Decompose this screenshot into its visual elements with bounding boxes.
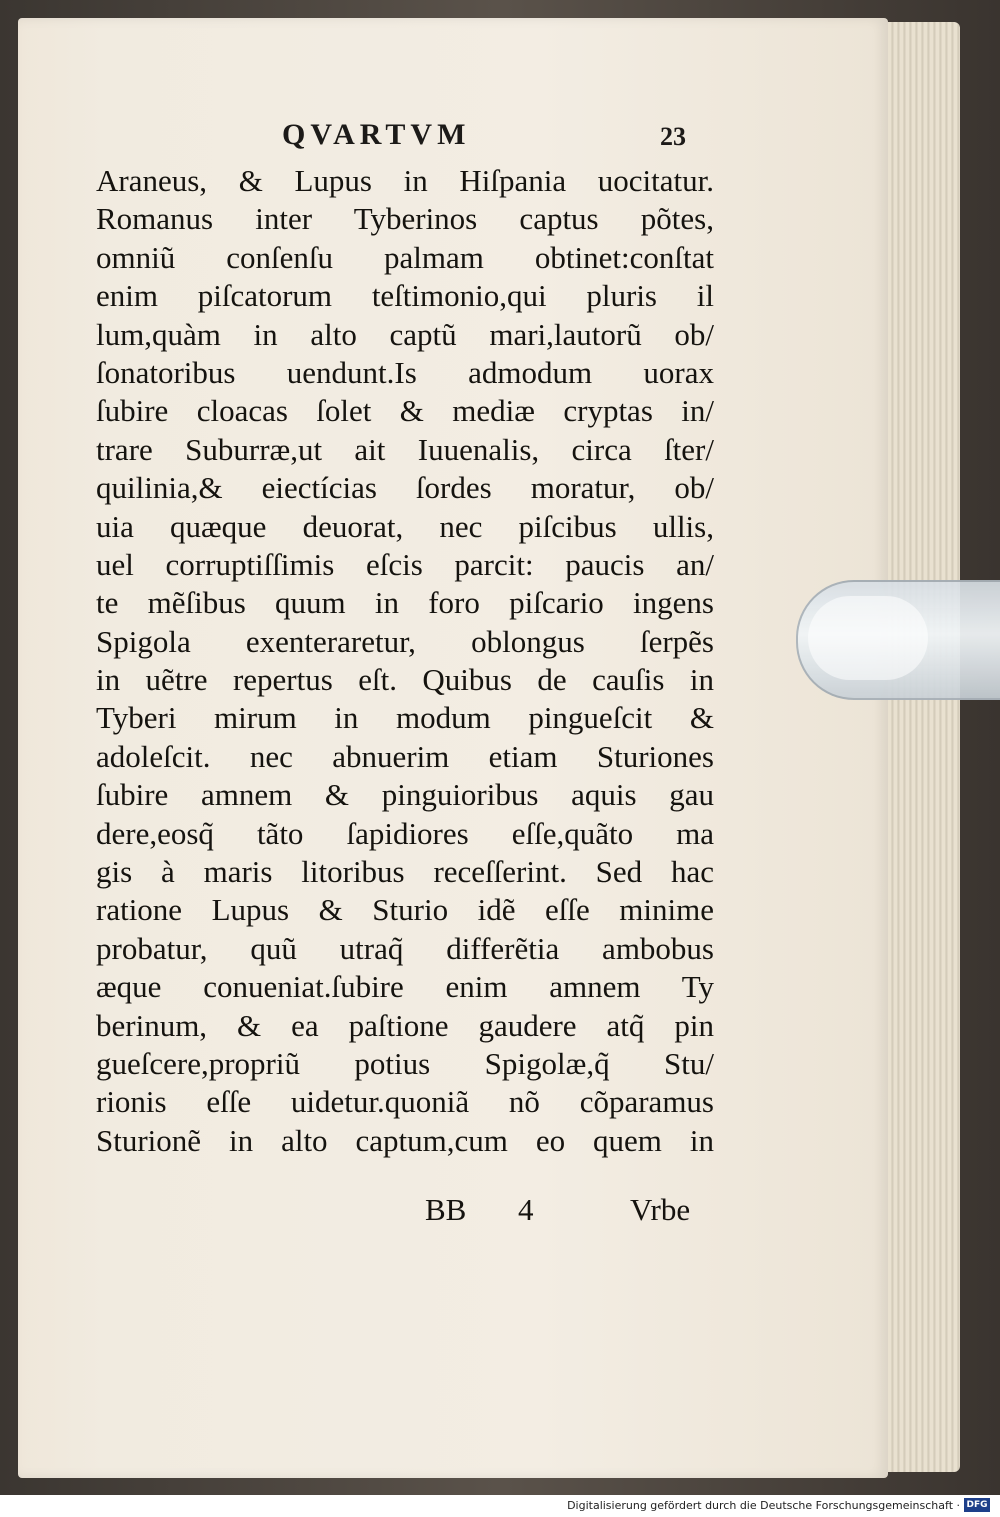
text-line: enim piſcatorum teſtimonio,qui pluris il (96, 278, 714, 314)
text-line: Romanus inter Tyberinos captus põtes, (96, 201, 714, 237)
text-line: adoleſcit. nec abnuerim etiam Sturiones (96, 738, 714, 774)
text-line: æque conueniat.ſubire enim amnem Ty (96, 969, 714, 1005)
text-line: trare Suburræ,ut ait Iuuenalis, circa ſter/ (96, 431, 714, 467)
text-line: in uẽtre repertus eſt. Quibus de cauſis in (96, 662, 714, 698)
text-line: omniũ conſenſu palmam obtinet:conſtat (96, 239, 714, 275)
page-clip (796, 580, 1000, 700)
text-line: rionis eſſe uidetur.quoniã nõ cõparamus (96, 1084, 714, 1120)
text-line: te mẽſibus quum in foro piſcario ingens (96, 585, 714, 621)
text-line: probatur, quũ utraq̃ differẽtia ambobus (96, 930, 714, 966)
text-line: uel corruptiſſimis eſcis parcit: paucis an/ (96, 546, 714, 582)
text-line: Tyberi mirum in modum pingueſcit & (96, 700, 714, 736)
text-line: Spigola exenteraretur, oblongus ſerpẽs (96, 623, 714, 659)
folio-number: 23 (660, 122, 686, 151)
text-line: gis à maris litoribus receſſerint. Sed hac (96, 854, 714, 890)
text-block (96, 162, 714, 1160)
signature-mark: BB (425, 1192, 467, 1227)
digitization-credit: Digitalisierung gefördert durch die Deutsche Forschungsgemeinschaft · (567, 1499, 960, 1512)
text-line: lum,quàm in alto captũ mari,lautorũ ob/ (96, 316, 714, 352)
text-line: gueſcere,propriũ potius Spigolæ,q̃ Stu/ (96, 1045, 714, 1081)
text-line: ſubire cloacas ſolet & mediæ cryptas in/ (96, 393, 714, 429)
signature-number: 4 (518, 1192, 534, 1227)
running-head: QVARTVM (282, 118, 471, 151)
text-line: ſubire amnem & pinguioribus aquis gau (96, 777, 714, 813)
text-line: berinum, & ea paſtione gaudere atq̃ pin (96, 1007, 714, 1043)
text-line: ſonatoribus uendunt.Is admodum uorax (96, 354, 714, 390)
clip-highlight (808, 596, 928, 680)
text-line: ratione Lupus & Sturio idẽ eſſe minime (96, 892, 714, 928)
text-line: quilinia,& eiectícias ſordes moratur, ob/ (96, 470, 714, 506)
text-line: Araneus, & Lupus in Hiſpania uocitatur. (96, 163, 714, 198)
text-line: dere,eosq̃ tãto ſapidiores eſſe,quãto ma (96, 815, 714, 851)
dfg-logo: DFG (964, 1498, 990, 1512)
text-line: uia quæque deuorat, nec piſcibus ullis, (96, 508, 714, 544)
text-line: Sturionẽ in alto captum,cum eo quem in (96, 1122, 714, 1158)
catchword: Vrbe (630, 1192, 691, 1227)
